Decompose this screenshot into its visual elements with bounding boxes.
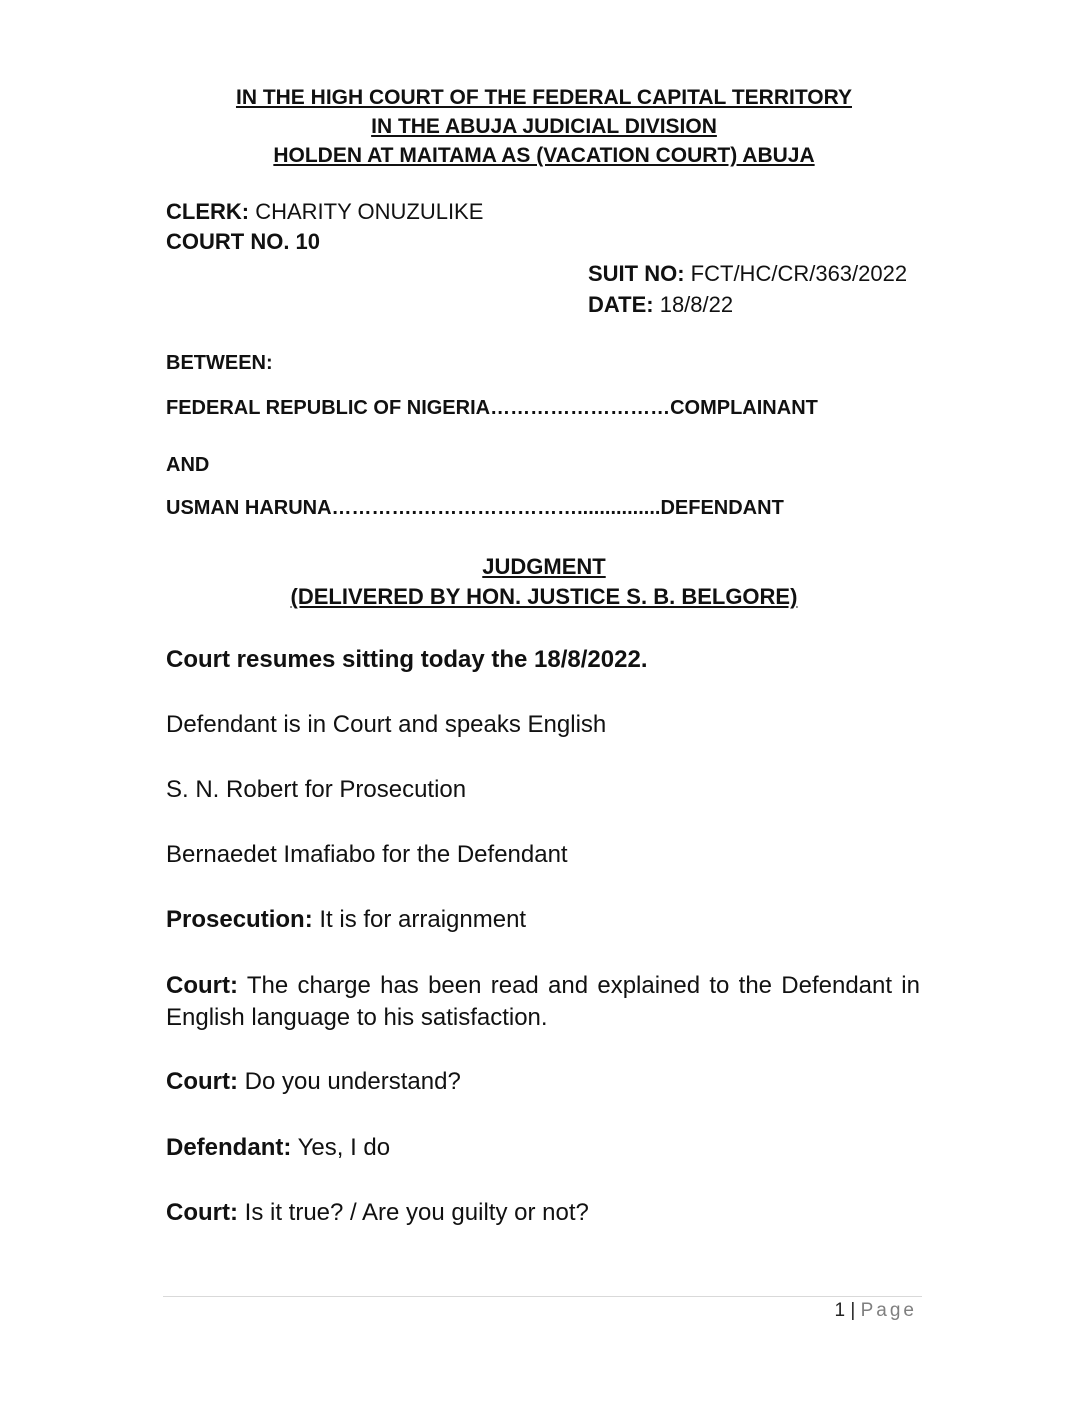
page-separator: | [845, 1300, 861, 1321]
clerk-value: CHARITY ONUZULIKE [249, 199, 484, 224]
paragraph-prosecution-arraignment [166, 906, 526, 934]
page-footer [835, 1300, 917, 1322]
paragraph-defence-counsel: Bernaedet Imafiabo for the Defendant [166, 841, 568, 868]
suit-number-line [588, 261, 907, 287]
date-value: 18/8/22 [653, 292, 734, 317]
speech-text: Do you understand? [237, 1068, 461, 1095]
paragraph-prosecution-counsel: S. N. Robert for Prosecution [166, 776, 467, 803]
clerk-label: CLERK: [166, 199, 250, 224]
date-line [588, 292, 733, 318]
speaker-label: Defendant: [166, 1134, 292, 1161]
date-label: DATE: [588, 292, 654, 317]
court-resumes-line: Court resumes sitting today the 18/8/2022. [166, 646, 648, 673]
speaker-label: Court: [166, 1068, 238, 1095]
court-header-line-2: IN THE ABUJA JUDICIAL DIVISION [371, 115, 717, 138]
footer-divider [163, 1296, 922, 1297]
speech-text: It is for arraignment [312, 906, 527, 933]
speaker-label: Court: [166, 1199, 238, 1226]
between-label: BETWEEN: [166, 352, 273, 374]
court-header-line-1: IN THE HIGH COURT OF THE FEDERAL CAPITAL TERRITORY [235, 86, 852, 109]
and-label: AND [166, 454, 210, 476]
complainant-line: FEDERAL REPUBLIC OF NIGERIA………………………COMPLAINANT [166, 397, 818, 419]
paragraph-defendant-yes [166, 1134, 390, 1162]
speaker-label: Court: [166, 972, 238, 999]
speech-text: The charge has been read and explained to the Defendant in English language to his satisfaction. [166, 972, 920, 1031]
judgment-subtitle: (DELIVERED BY HON. JUSTICE S. B. BELGORE) [290, 584, 798, 609]
page-label: Page [860, 1300, 917, 1321]
speech-text: Yes, I do [291, 1134, 391, 1161]
clerk-line [166, 199, 483, 225]
speaker-label: Prosecution: [166, 906, 313, 933]
suit-value: FCT/HC/CR/363/2022 [684, 261, 908, 286]
court-header-line-3: HOLDEN AT MAITAMA AS (VACATION COURT) ABUJA [273, 144, 815, 167]
court-number: COURT NO. 10 [166, 229, 321, 254]
paragraph-defendant-in-court: Defendant is in Court and speaks English [166, 711, 607, 738]
defendant-line: USMAN HARUNA………….……………………...............DEFENDANT [166, 497, 784, 519]
paragraph-court-guilty [166, 1199, 589, 1227]
paragraph-court-understand [166, 1068, 461, 1096]
judgment-title: JUDGMENT [482, 554, 606, 579]
suit-label: SUIT NO: [588, 261, 685, 286]
speech-text: Is it true? / Are you guilty or not? [237, 1199, 589, 1226]
paragraph-court-charge-read [166, 970, 920, 1034]
page-number: 1 [834, 1300, 846, 1321]
